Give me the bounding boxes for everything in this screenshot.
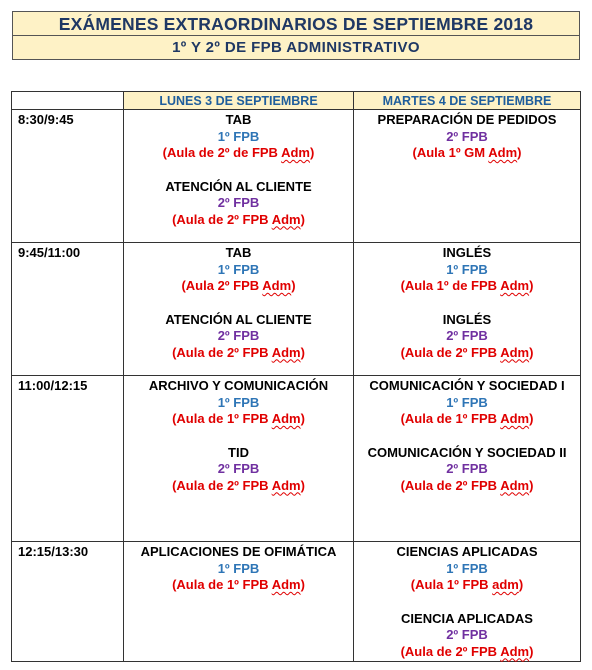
exam-room <box>126 278 351 295</box>
room-suffix: ) <box>291 278 296 293</box>
room-suffix: ) <box>300 211 305 227</box>
exam-entry <box>126 179 351 229</box>
exam-room <box>126 577 351 594</box>
room-suffix: ) <box>529 344 534 360</box>
document-title: EXÁMENES EXTRAORDINARIOS DE SEPTIEMBRE 2018 <box>12 11 580 36</box>
exam-room <box>356 145 578 162</box>
monday-cell <box>124 110 354 243</box>
room-adm: Adm <box>271 477 301 493</box>
room-prefix: (Aula de 1º FPB <box>400 411 501 426</box>
exam-subject: ATENCIÓN AL CLIENTE <box>165 311 312 327</box>
exam-entry <box>356 245 578 295</box>
room-prefix: (Aula de 2º de FPB <box>162 145 282 160</box>
room-prefix: (Aula de 2º FPB <box>172 211 272 227</box>
exam-subject: CIENCIA APLICADAS <box>401 610 533 626</box>
room-adm: adm <box>492 577 519 592</box>
room-suffix: ) <box>529 477 534 493</box>
room-adm: Adm <box>500 477 530 493</box>
monday-cell <box>124 243 354 376</box>
exam-entry <box>356 544 578 594</box>
room-suffix: ) <box>529 278 534 293</box>
monday-cell <box>124 542 354 662</box>
header-tuesday: MARTES 4 DE SEPTIEMBRE <box>354 92 581 110</box>
table-row <box>12 110 581 243</box>
exam-subject: TAB <box>225 245 252 260</box>
room-adm: Adm <box>488 145 518 160</box>
room-prefix: (Aula de 1º FPB <box>172 411 272 426</box>
exam-subject: APLICACIONES DE OFIMÁTICA <box>140 544 337 559</box>
table-row <box>12 243 581 376</box>
exam-subject: TID <box>228 444 249 460</box>
room-prefix: (Aula 1º FPB <box>410 577 493 592</box>
room-adm: Adm <box>262 278 292 293</box>
exam-entry <box>126 245 351 295</box>
exam-entry <box>356 112 578 162</box>
room-suffix: ) <box>300 477 305 493</box>
exam-room <box>356 345 578 362</box>
exam-group: 1º FPB <box>446 261 488 277</box>
room-suffix: ) <box>309 145 315 160</box>
exam-room <box>126 411 351 428</box>
exam-entry <box>356 378 578 428</box>
room-adm: Adm <box>500 344 530 360</box>
room-adm: Adm <box>500 643 530 659</box>
time-slot: 8:30/9:45 <box>12 110 124 243</box>
exam-entry <box>126 312 351 362</box>
exam-group: 1º FPB <box>446 560 488 576</box>
room-adm: Adm <box>500 278 530 293</box>
time-slot: 12:15/13:30 <box>12 542 124 662</box>
exam-subject: CIENCIAS APLICADAS <box>396 544 538 559</box>
tuesday-cell <box>354 542 581 662</box>
room-prefix: (Aula de 2º FPB <box>400 643 501 659</box>
header-row <box>12 92 581 110</box>
exam-group: 2º FPB <box>217 195 260 210</box>
exam-entry <box>126 544 351 594</box>
exam-room <box>126 145 351 162</box>
room-adm: Adm <box>271 344 301 360</box>
room-prefix: (Aula de 2º FPB <box>400 477 501 493</box>
exam-room <box>126 478 351 495</box>
exam-group: 2º FPB <box>446 461 488 476</box>
room-adm: Adm <box>271 211 301 227</box>
exam-room <box>356 478 578 495</box>
room-prefix: (Aula 1º de FPB <box>400 278 501 293</box>
monday-cell <box>124 376 354 542</box>
room-suffix: ) <box>518 577 524 592</box>
exam-entry <box>356 312 578 362</box>
exam-entry <box>356 611 578 661</box>
header-time-cell <box>12 92 124 110</box>
exam-room <box>356 577 578 594</box>
tuesday-cell <box>354 243 581 376</box>
document-subtitle: 1º Y 2º DE FPB ADMINISTRATIVO <box>12 36 580 60</box>
room-prefix: (Aula de 2º FPB <box>400 344 501 360</box>
exam-subject: TAB <box>225 112 252 127</box>
time-slot: 11:00/12:15 <box>12 376 124 542</box>
exam-room <box>356 278 578 295</box>
room-suffix: ) <box>529 411 534 426</box>
room-prefix: (Aula 2º FPB <box>181 278 263 293</box>
exam-subject: PREPARACIÓN DE PEDIDOS <box>377 112 557 127</box>
tuesday-cell <box>354 110 581 243</box>
exam-entry <box>356 445 578 495</box>
exam-subject: ARCHIVO Y COMUNICACIÓN <box>148 378 329 393</box>
exam-room <box>126 212 351 229</box>
table-row <box>12 376 581 542</box>
exam-group: 2º FPB <box>217 328 260 343</box>
exam-subject: ATENCIÓN AL CLIENTE <box>165 178 312 194</box>
table-row <box>12 542 581 662</box>
exam-group: 1º FPB <box>217 560 260 576</box>
room-adm: Adm <box>500 411 530 426</box>
exam-group: 1º FPB <box>217 128 260 144</box>
exam-subject: INGLÉS <box>442 245 492 260</box>
room-adm: Adm <box>271 577 301 592</box>
exam-group: 2º FPB <box>446 627 488 642</box>
exam-subject: COMUNICACIÓN Y SOCIEDAD II <box>367 444 567 460</box>
tuesday-cell <box>354 376 581 542</box>
room-prefix: (Aula de 2º FPB <box>172 344 272 360</box>
exam-group: 2º FPB <box>217 461 260 476</box>
room-adm: Adm <box>281 145 310 160</box>
time-slot: 9:45/11:00 <box>12 243 124 376</box>
exam-group: 1º FPB <box>217 261 260 277</box>
exam-room <box>356 411 578 428</box>
room-suffix: ) <box>300 577 305 592</box>
room-adm: Adm <box>271 411 301 426</box>
exam-entry <box>126 445 351 495</box>
exam-entry <box>126 378 351 428</box>
exam-schedule-table <box>11 91 581 662</box>
exam-group: 2º FPB <box>446 128 488 144</box>
exam-room <box>356 644 578 661</box>
room-suffix: ) <box>517 145 522 160</box>
room-prefix: (Aula de 2º FPB <box>172 477 272 493</box>
room-suffix: ) <box>529 643 534 659</box>
exam-group: 2º FPB <box>446 328 488 343</box>
exam-subject: INGLÉS <box>442 311 492 327</box>
room-prefix: (Aula 1º GM <box>412 145 489 160</box>
room-prefix: (Aula de 1º FPB <box>172 577 272 592</box>
exam-room <box>126 345 351 362</box>
header-monday: LUNES 3 DE SEPTIEMBRE <box>124 92 354 110</box>
exam-entry <box>126 112 351 162</box>
exam-group: 1º FPB <box>446 394 488 410</box>
exam-group: 1º FPB <box>217 394 260 410</box>
exam-subject: COMUNICACIÓN Y SOCIEDAD I <box>369 378 565 393</box>
room-suffix: ) <box>300 344 305 360</box>
room-suffix: ) <box>300 411 305 426</box>
